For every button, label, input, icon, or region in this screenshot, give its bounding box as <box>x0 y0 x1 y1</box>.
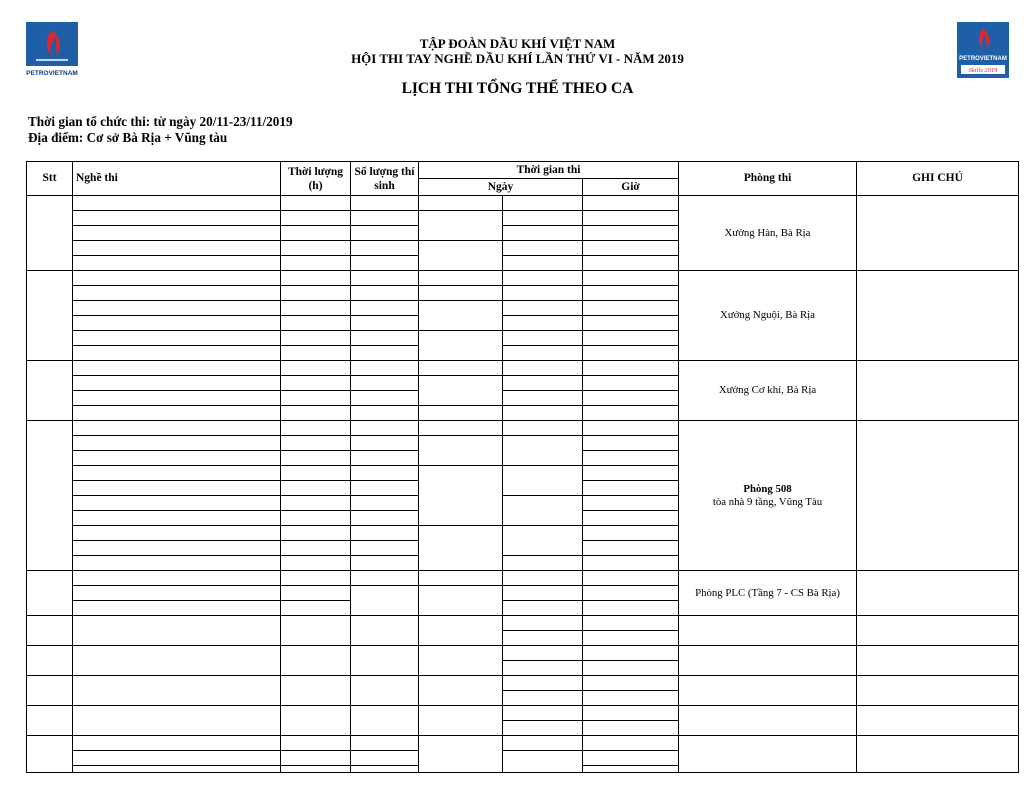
table-row <box>27 676 1019 691</box>
trade-name <box>73 616 281 646</box>
empty-cell <box>583 196 679 211</box>
exam-time <box>583 466 679 481</box>
stt-cell <box>27 706 73 736</box>
duration-cell <box>281 211 351 226</box>
col-nghe: Nghề thi <box>73 162 281 196</box>
duration-cell <box>281 406 351 421</box>
col-phong: Phòng thi <box>679 162 857 196</box>
count-cell <box>351 586 419 616</box>
session-name <box>73 466 281 481</box>
session-name <box>73 346 281 361</box>
count-cell <box>351 271 419 286</box>
exam-time <box>583 691 679 706</box>
count-cell <box>351 256 419 271</box>
session-name <box>73 526 281 541</box>
room-cell <box>679 676 857 706</box>
empty-cell <box>419 571 503 586</box>
exam-date <box>419 586 503 616</box>
session-name <box>73 211 281 226</box>
exam-session <box>503 241 583 256</box>
count-cell <box>351 646 419 676</box>
session-name <box>73 556 281 571</box>
exam-session <box>503 751 583 773</box>
exam-time <box>583 706 679 721</box>
count-cell <box>351 391 419 406</box>
session-name <box>73 601 281 616</box>
empty-cell <box>419 196 503 211</box>
count-cell <box>351 466 419 481</box>
session-name <box>73 751 281 766</box>
count-cell <box>351 196 419 211</box>
stt-cell <box>27 736 73 773</box>
trade-name <box>73 676 281 706</box>
session-name <box>73 511 281 526</box>
trade-name <box>73 706 281 736</box>
count-cell <box>351 541 419 556</box>
col-ghi-chu: GHI CHÚ <box>857 162 1019 196</box>
exam-date <box>419 376 503 406</box>
exam-date <box>419 526 503 571</box>
exam-session <box>503 331 583 346</box>
exam-time <box>583 526 679 541</box>
count-cell <box>351 451 419 466</box>
table-row <box>27 196 1019 211</box>
room-location: tòa nhà 9 tầng, Vũng Tàu <box>712 495 823 508</box>
col-so-luong: Số lượng thí sinh <box>351 162 419 196</box>
duration-cell <box>281 511 351 526</box>
col-stt: Stt <box>27 162 73 196</box>
logo-left-text: PETROVIETNAM <box>26 70 78 77</box>
exam-session <box>503 526 583 556</box>
exam-time <box>583 736 679 751</box>
duration-cell <box>281 451 351 466</box>
exam-time <box>583 301 679 316</box>
stt-cell <box>27 571 73 616</box>
exam-date <box>419 616 503 646</box>
exam-date <box>419 406 503 421</box>
logo-right-text: PETROVIETNAM <box>959 56 1007 62</box>
exam-date <box>419 736 503 773</box>
duration-cell <box>281 241 351 256</box>
count-cell <box>351 331 419 346</box>
note-cell <box>857 421 1019 571</box>
exam-session <box>503 346 583 361</box>
trade-name <box>73 571 281 586</box>
exam-date <box>419 331 503 361</box>
exam-time <box>583 211 679 226</box>
session-name <box>73 241 281 256</box>
exam-time <box>583 721 679 736</box>
count-cell <box>351 736 419 751</box>
exam-time <box>583 751 679 766</box>
table-row <box>27 571 1019 586</box>
room-cell: Xưởng Cơ khí, Bà Rịa <box>679 361 857 421</box>
exam-time <box>583 391 679 406</box>
empty-cell <box>419 361 503 376</box>
count-cell <box>351 616 419 646</box>
empty-cell <box>503 421 583 436</box>
empty-cell <box>503 361 583 376</box>
session-name <box>73 376 281 391</box>
table-row <box>27 706 1019 721</box>
session-name <box>73 481 281 496</box>
duration-cell <box>281 736 351 751</box>
empty-cell <box>419 421 503 436</box>
duration-cell <box>281 646 351 676</box>
exam-time <box>583 631 679 646</box>
exam-session <box>503 721 583 736</box>
room-cell <box>679 706 857 736</box>
exam-time <box>583 406 679 421</box>
trade-name <box>73 361 281 376</box>
session-name <box>73 331 281 346</box>
exam-time <box>583 286 679 301</box>
room-cell <box>679 616 857 646</box>
session-name <box>73 406 281 421</box>
exam-time <box>583 556 679 571</box>
room-cell <box>679 736 857 773</box>
session-name <box>73 316 281 331</box>
exam-time <box>583 346 679 361</box>
exam-session <box>503 376 583 391</box>
count-cell <box>351 301 419 316</box>
session-name <box>73 301 281 316</box>
table-row <box>27 736 1019 751</box>
session-name <box>73 586 281 601</box>
count-cell <box>351 511 419 526</box>
count-cell <box>351 751 419 766</box>
exam-time <box>583 511 679 526</box>
note-cell <box>857 196 1019 271</box>
duration-cell <box>281 586 351 601</box>
exam-session <box>503 661 583 676</box>
exam-session <box>503 736 583 751</box>
exam-time <box>583 316 679 331</box>
exam-date <box>419 436 503 466</box>
trade-name <box>73 646 281 676</box>
duration-cell <box>281 376 351 391</box>
room-cell: Phòng PLC (Tầng 7 - CS Bà Rịa) <box>679 571 857 616</box>
col-thoi-gian: Thời gian thi <box>419 162 679 179</box>
stt-cell <box>27 646 73 676</box>
session-name <box>73 451 281 466</box>
duration-cell <box>281 616 351 646</box>
exam-session <box>503 286 583 301</box>
duration-cell <box>281 391 351 406</box>
count-cell <box>351 571 419 586</box>
trade-name <box>73 196 281 211</box>
exam-session <box>503 316 583 331</box>
stt-cell <box>27 196 73 271</box>
logo-right-sub: Skills 2019 <box>968 67 998 74</box>
stt-cell <box>27 676 73 706</box>
count-cell <box>351 676 419 706</box>
count-cell <box>351 211 419 226</box>
count-cell <box>351 496 419 511</box>
stt-cell <box>27 616 73 646</box>
session-name <box>73 496 281 511</box>
empty-cell <box>503 571 583 586</box>
exam-session <box>503 256 583 271</box>
exam-time <box>583 241 679 256</box>
note-cell <box>857 676 1019 706</box>
exam-time <box>583 226 679 241</box>
count-cell <box>351 316 419 331</box>
table-row <box>27 361 1019 376</box>
exam-time <box>583 766 679 773</box>
exam-session <box>503 616 583 631</box>
exam-session <box>503 466 583 496</box>
duration-cell <box>281 706 351 736</box>
empty-cell <box>503 271 583 286</box>
table-row <box>27 421 1019 436</box>
stt-cell <box>27 421 73 571</box>
exam-date <box>419 241 503 271</box>
count-cell <box>351 481 419 496</box>
exam-session <box>503 601 583 616</box>
col-gio: Giờ <box>583 179 679 196</box>
count-cell <box>351 436 419 451</box>
table-row <box>27 271 1019 286</box>
exam-session <box>503 646 583 661</box>
count-cell <box>351 556 419 571</box>
stt-cell <box>27 361 73 421</box>
count-cell <box>351 421 419 436</box>
duration-cell <box>281 421 351 436</box>
empty-cell <box>583 421 679 436</box>
count-cell <box>351 376 419 391</box>
session-name <box>73 226 281 241</box>
duration-cell <box>281 601 351 616</box>
room-cell: Xưởng Hàn, Bà Rịa <box>679 196 857 271</box>
empty-cell <box>419 271 503 286</box>
duration-cell <box>281 301 351 316</box>
note-cell <box>857 616 1019 646</box>
duration-cell <box>281 346 351 361</box>
duration-cell <box>281 286 351 301</box>
exam-date <box>419 301 503 331</box>
count-cell <box>351 346 419 361</box>
exam-session <box>503 301 583 316</box>
session-name <box>73 256 281 271</box>
session-name <box>73 391 281 406</box>
duration-cell <box>281 361 351 376</box>
duration-cell <box>281 496 351 511</box>
duration-cell <box>281 436 351 451</box>
exam-date <box>419 706 503 736</box>
exam-time <box>583 661 679 676</box>
exam-time <box>583 256 679 271</box>
event-time: Thời gian tổ chức thi: từ ngày 20/11-23/11/2019 <box>28 114 293 129</box>
note-cell <box>857 706 1019 736</box>
session-name <box>73 436 281 451</box>
duration-cell <box>281 541 351 556</box>
note-cell <box>857 736 1019 773</box>
table-row <box>27 616 1019 631</box>
duration-cell <box>281 316 351 331</box>
exam-time <box>583 646 679 661</box>
duration-cell <box>281 226 351 241</box>
duration-cell <box>281 256 351 271</box>
exam-time <box>583 586 679 601</box>
event-name: HỘI THI TAY NGHỀ DẦU KHÍ LẦN THỨ VI - NĂM 2019 <box>351 51 684 66</box>
session-name <box>73 766 281 773</box>
exam-date <box>419 211 503 241</box>
org-name: TẬP ĐOÀN DẦU KHÍ VIỆT NAM <box>419 36 616 51</box>
trade-name <box>73 271 281 286</box>
count-cell <box>351 361 419 376</box>
empty-cell <box>583 571 679 586</box>
empty-cell <box>583 361 679 376</box>
duration-cell <box>281 526 351 541</box>
exam-session <box>503 496 583 526</box>
schedule-table <box>26 161 1019 773</box>
count-cell <box>351 286 419 301</box>
count-cell <box>351 406 419 421</box>
exam-session <box>503 556 583 571</box>
trade-name <box>73 736 281 751</box>
duration-cell <box>281 196 351 211</box>
exam-date <box>419 466 503 526</box>
exam-session <box>503 436 583 466</box>
page-title: LỊCH THI TỔNG THỂ THEO CA <box>401 80 634 97</box>
count-cell <box>351 226 419 241</box>
duration-cell <box>281 271 351 286</box>
exam-time <box>583 331 679 346</box>
note-cell <box>857 361 1019 421</box>
exam-time <box>583 481 679 496</box>
col-thoi-luong: Thời lượng (h) <box>281 162 351 196</box>
trade-name <box>73 421 281 436</box>
stt-cell <box>27 271 73 361</box>
exam-time <box>583 451 679 466</box>
exam-time <box>583 616 679 631</box>
duration-cell <box>281 331 351 346</box>
exam-session <box>503 406 583 421</box>
duration-cell <box>281 766 351 773</box>
duration-cell <box>281 481 351 496</box>
exam-session <box>503 706 583 721</box>
exam-date <box>419 286 503 301</box>
exam-time <box>583 376 679 391</box>
session-name <box>73 541 281 556</box>
col-ngay: Ngày <box>419 179 583 196</box>
duration-cell <box>281 466 351 481</box>
empty-cell <box>503 196 583 211</box>
duration-cell <box>281 751 351 766</box>
exam-time <box>583 676 679 691</box>
empty-cell <box>583 271 679 286</box>
note-cell <box>857 571 1019 616</box>
exam-session <box>503 586 583 601</box>
count-cell <box>351 526 419 541</box>
count-cell <box>351 241 419 256</box>
duration-cell <box>281 676 351 706</box>
session-name <box>73 286 281 301</box>
exam-date <box>419 646 503 676</box>
room-cell: Xưởng Nguội, Bà Rịa <box>679 271 857 361</box>
note-cell <box>857 646 1019 676</box>
exam-session <box>503 391 583 406</box>
table-row <box>27 646 1019 661</box>
duration-cell <box>281 556 351 571</box>
note-cell <box>857 271 1019 361</box>
count-cell <box>351 706 419 736</box>
exam-session <box>503 226 583 241</box>
exam-time <box>583 541 679 556</box>
count-cell <box>351 766 419 773</box>
room-name: Phòng 508 <box>743 482 792 495</box>
exam-session <box>503 631 583 646</box>
event-place: Địa điểm: Cơ sở Bà Rịa + Vũng tàu <box>28 130 228 145</box>
exam-session <box>503 691 583 706</box>
exam-session <box>503 211 583 226</box>
exam-time <box>583 601 679 616</box>
exam-date <box>419 676 503 706</box>
room-cell <box>679 421 857 571</box>
exam-session <box>503 676 583 691</box>
room-cell <box>679 646 857 676</box>
exam-time <box>583 436 679 451</box>
exam-time <box>583 496 679 511</box>
duration-cell <box>281 571 351 586</box>
